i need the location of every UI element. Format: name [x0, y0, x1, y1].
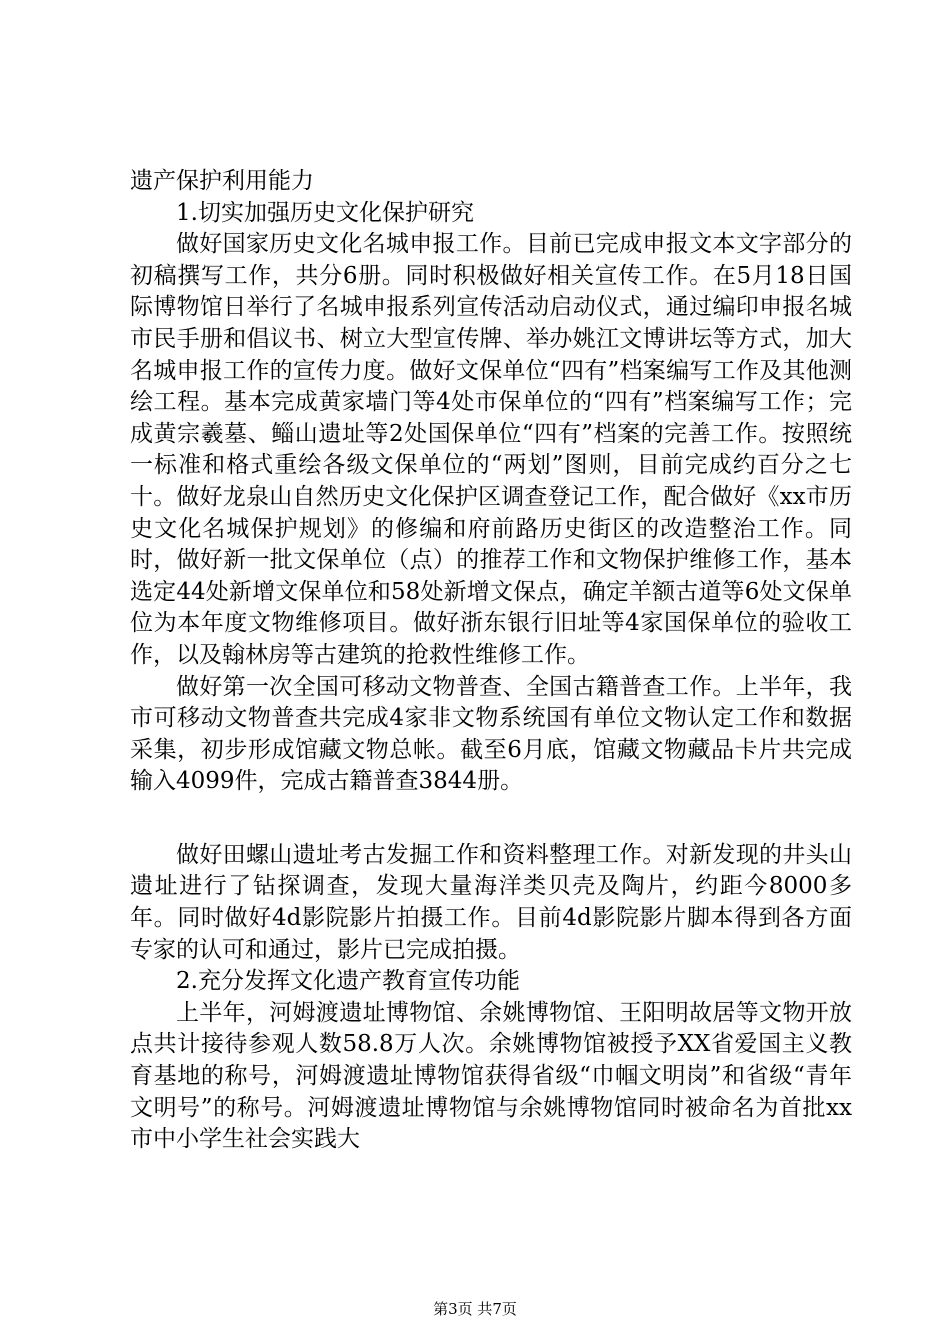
page-number-footer: 第3页 共7页	[433, 1300, 517, 1318]
section-heading-1: 1.切实加强历史文化保护研究	[176, 199, 474, 226]
paragraph-spacer	[130, 798, 852, 840]
section-heading-2: 2.充分发挥文化遗产教育宣传功能	[176, 968, 520, 995]
paragraph-4: 上半年，河姆渡遗址博物馆、余姚博物馆、王阳明故居等文物开放点共计接待参观人数58.8万人次。余姚博物馆被授予XX省爱国主义教育基地的称号，河姆渡遗址博物馆获得省级“巾帼文明岗”和省级“青年文明号”的称号。河姆渡遗址博物馆与余姚博物馆同时被命名为首批xx市中小学生社会实践大	[130, 999, 852, 1153]
paragraph-3: 做好田螺山遗址考古发掘工作和资料整理工作。对新发现的井头山遗址进行了钻探调查，发现大量海洋类贝壳及陶片，约距今8000多年。同时做好4d影院影片拍摄工作。目前4d影院影片脚本得到各方面专家的认可和通过，影片已完成拍摄。	[130, 841, 852, 963]
continuation-line: 遗产保护利用能力	[130, 168, 314, 194]
paragraph-2: 做好第一次全国可移动文物普查、全国古籍普查工作。上半年，我市可移动文物普查共完成4家非文物系统国有单位文物认定工作和数据采集，初步形成馆藏文物总帐。截至6月底，馆藏文物藏品卡片共完成输入4099件，完成古籍普查3844册。	[130, 673, 852, 795]
document-body	[130, 166, 852, 1156]
paragraph-1: 做好国家历史文化名城申报工作。目前已完成申报文本文字部分的初稿撰写工作，共分6册。同时积极做好相关宣传工作。在5月18日国际博物馆日举行了名城申报系列宣传活动启动仪式，通过编印申报名城市民手册和倡议书、树立大型宣传牌、举办姚江文博讲坛等方式，加大名城申报工作的宣传力度。做好文保单位“四有”档案编写工作及其他测绘工程。基本完成黄家墙门等4处市保单位的“四有”档案编写工作；完成黄宗羲墓、鲻山遗址等2处国保单位“四有”档案的完善工作。按照统一标准和格式重绘各级文保单位的“两划”图则，目前完成约百分之七十。做好龙泉山自然历史文化保护区调查登记工作，配合做好《xx市历史文化名城保护规划》的修编和府前路历史街区的改造整治工作。同时，做好新一批文保单位（点）的推荐工作和文物保护维修工作，基本选定44处新增文保单位和58处新增文保点，确定羊额古道等6处文保单位为本年度文物维修项目。做好浙东银行旧址等4家国保单位的验收工作，以及翰林房等古建筑的抢救性维修工作。	[130, 231, 852, 668]
